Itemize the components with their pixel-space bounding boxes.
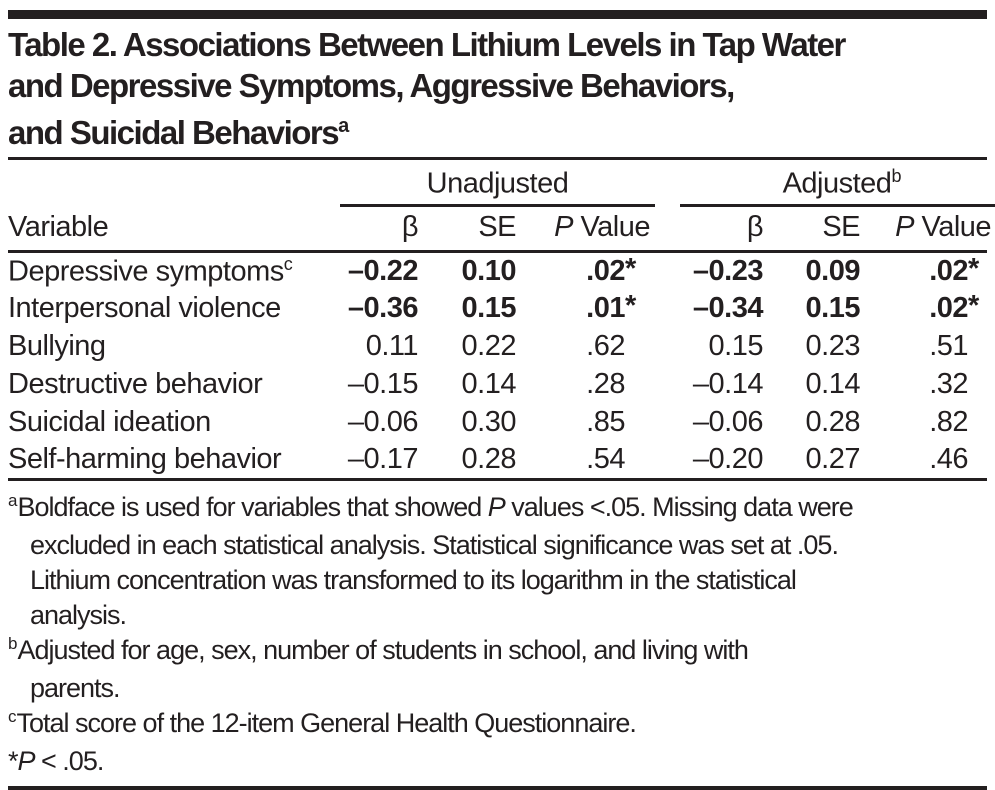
variable-label: Interpersonal violence: [8, 292, 281, 325]
value-text: .46: [929, 443, 969, 476]
value-text: 0.10: [461, 254, 516, 287]
spanner-footnote-marker: b: [891, 166, 902, 186]
value-text: 0.28: [805, 406, 860, 439]
title-text: and Suicidal Behaviors: [8, 114, 339, 151]
value-text: –0.17: [347, 443, 418, 476]
value-cell: [516, 442, 625, 480]
value-text: .28: [586, 368, 625, 401]
table-row: [8, 290, 987, 328]
column-header-label: SE: [822, 211, 860, 244]
footnote-text: Boldface is used for variables that showed: [17, 492, 488, 523]
table-header: [8, 160, 992, 252]
significance-star: *: [625, 290, 636, 323]
table-title: [8, 24, 987, 153]
value-cell: [516, 404, 625, 442]
footnote-line: [8, 671, 987, 706]
footnote-marker: b: [8, 634, 18, 654]
value-text: 0.23: [805, 330, 860, 363]
results-table: [8, 160, 992, 481]
value-text: –0.06: [347, 406, 418, 439]
column-header-label: P Value: [554, 211, 650, 244]
value-cell: [418, 328, 516, 366]
significance-star: *: [625, 252, 636, 285]
footnotes: [8, 490, 987, 779]
value-cell: [625, 366, 763, 404]
title-line-1: [8, 24, 987, 65]
footnote-line: [8, 598, 987, 633]
value-text: –0.36: [347, 292, 418, 325]
value-cell: [418, 290, 516, 328]
table-row: [8, 404, 987, 442]
table-row: [8, 366, 987, 404]
value-text: 0.27: [805, 443, 860, 476]
value-cell: [860, 442, 987, 480]
title-text: and Depressive Symptoms, Aggressive Behaviors,: [8, 67, 734, 104]
italic-p-label: P: [554, 211, 573, 244]
italic-p-label: P: [895, 211, 914, 244]
value-cell: [516, 290, 636, 328]
footnote-line: [8, 633, 987, 671]
footnote-text: excluded in each statistical analysis. Statistical significance was set at .05.: [30, 530, 838, 561]
value-cell: [860, 366, 987, 404]
value-text: .51: [929, 330, 969, 363]
variable-footnote-marker: c: [283, 254, 293, 275]
value-cell: [332, 252, 418, 290]
variable-cell: [8, 290, 332, 328]
footnote-text: Total score of the 12-item General Health Questionnaire.: [16, 708, 636, 739]
value-text: 0.30: [461, 406, 516, 439]
footnote-text: < .05.: [34, 746, 104, 777]
value-text: 0.14: [805, 368, 860, 401]
footnote-marker: a: [8, 491, 18, 511]
variable-label: Destructive behavior: [8, 368, 263, 401]
value-text: .01 *: [586, 290, 636, 325]
column-header-se-unadjusted: [418, 207, 516, 252]
value-cell: [516, 252, 636, 290]
footnote-text: values <.05. Missing data were: [504, 492, 853, 523]
footnote-italic-text: P: [17, 746, 35, 777]
footnote-text: Adjusted for age, sex, number of students in school, and living with: [17, 635, 748, 666]
value-cell: [418, 252, 516, 290]
column-header-label: SE: [478, 211, 516, 244]
value-cell: [332, 366, 418, 404]
value-cell: [418, 366, 516, 404]
title-line-3: [8, 106, 987, 153]
value-text: .02 *: [586, 252, 636, 287]
column-header-label: β: [746, 211, 763, 244]
title-footnote-marker: a: [338, 115, 350, 137]
value-text: 0.28: [461, 443, 516, 476]
value-cell: [332, 404, 418, 442]
value-text: 0.22: [461, 330, 516, 363]
spanner-unadjusted: [332, 160, 625, 207]
value-text: 0.15: [708, 330, 763, 363]
value-text: .02 *: [929, 290, 979, 325]
top-rule-bar: [8, 10, 987, 19]
title-text: Table 2. Associations Between Lithium Levels in Tap Water: [8, 26, 845, 63]
spanner-label: Unadjusted: [426, 167, 569, 200]
title-line-2: [8, 65, 987, 106]
footnote-text: analysis.: [30, 600, 127, 631]
value-cell: [763, 328, 860, 366]
spanner-row: [8, 160, 987, 207]
value-text: –0.34: [692, 292, 763, 325]
footnote-line: [8, 706, 987, 744]
value-text: –0.23: [692, 254, 763, 287]
value-cell: [763, 366, 860, 404]
value-cell: [763, 442, 860, 480]
variable-cell: [8, 328, 332, 366]
value-cell: [516, 328, 625, 366]
variable-cell: [8, 442, 332, 480]
value-text: .82: [929, 406, 969, 439]
value-text: .54: [586, 443, 625, 476]
value-cell: [418, 442, 516, 480]
value-cell: [763, 252, 860, 290]
value-cell: [860, 252, 987, 290]
column-header-label: β: [401, 211, 418, 244]
table-row: [8, 252, 987, 290]
value-cell: [332, 328, 418, 366]
value-cell: [625, 442, 763, 480]
value-text: 0.15: [805, 292, 860, 325]
footnote-line: [8, 744, 987, 779]
spanner-adjusted-rule: [680, 160, 995, 207]
column-header-pvalue-adjusted: [860, 207, 992, 252]
value-text: .85: [586, 406, 625, 439]
footnote-text: Lithium concentration was transformed to its logarithm in the statistical: [30, 565, 796, 596]
footnote-marker: c: [8, 707, 17, 727]
value-cell: [763, 404, 860, 442]
value-text: .32: [929, 368, 969, 401]
value-text: .02 *: [929, 252, 979, 287]
value-cell: [860, 290, 987, 328]
value-text: 0.11: [365, 330, 418, 363]
footnote-line: [8, 563, 987, 598]
variable-cell: [8, 366, 332, 404]
column-header-se-adjusted: [763, 207, 860, 252]
value-text: 0.14: [461, 368, 516, 401]
table-body: [8, 252, 987, 480]
variable-cell: [8, 404, 332, 442]
value-text: .62: [586, 330, 625, 363]
column-header-beta-unadjusted: [332, 207, 418, 252]
value-text: 0.09: [805, 254, 860, 287]
footnote-text: *: [8, 746, 18, 777]
footnote-text: parents.: [30, 673, 120, 704]
variable-label: Bullying: [8, 330, 106, 363]
variable-label: Depressive symptoms: [8, 255, 284, 288]
value-cell: [625, 290, 763, 328]
value-text: –0.06: [692, 406, 763, 439]
value-cell: [625, 404, 763, 442]
column-header-pvalue-unadjusted: [516, 207, 650, 252]
value-cell: [625, 328, 763, 366]
significance-star: *: [968, 252, 979, 285]
table-row: [8, 328, 987, 366]
value-cell: [332, 290, 418, 328]
significance-star: *: [968, 290, 979, 323]
value-text: 0.15: [461, 292, 516, 325]
variable-label: Self-harming behavior: [8, 443, 282, 476]
value-cell: [625, 252, 763, 290]
column-header-row: [8, 207, 987, 252]
value-cell: [516, 366, 625, 404]
column-header-label: P Value: [895, 211, 992, 244]
spanner-label: Adjusted: [782, 167, 892, 200]
value-cell: [763, 290, 860, 328]
value-cell: [860, 328, 987, 366]
footnote-line: [8, 490, 987, 528]
spanner-adjusted: [625, 160, 987, 207]
page: [0, 10, 995, 790]
value-text: –0.20: [692, 443, 763, 476]
table-row: [8, 442, 987, 480]
variable-cell: [8, 252, 332, 290]
column-header-variable: Variable: [8, 207, 332, 252]
spanner-spacer: [8, 160, 332, 207]
footnote-italic-text: P: [487, 492, 505, 523]
value-text: –0.22: [347, 254, 418, 287]
spanner-unadjusted-rule: [340, 160, 655, 207]
variable-label: Suicidal ideation: [8, 406, 211, 439]
value-cell: [332, 442, 418, 480]
footnote-line: [8, 528, 987, 563]
value-cell: [860, 404, 987, 442]
value-text: –0.15: [347, 368, 418, 401]
value-text: –0.14: [692, 368, 763, 401]
bottom-rule-bar: [8, 786, 987, 790]
value-cell: [418, 404, 516, 442]
